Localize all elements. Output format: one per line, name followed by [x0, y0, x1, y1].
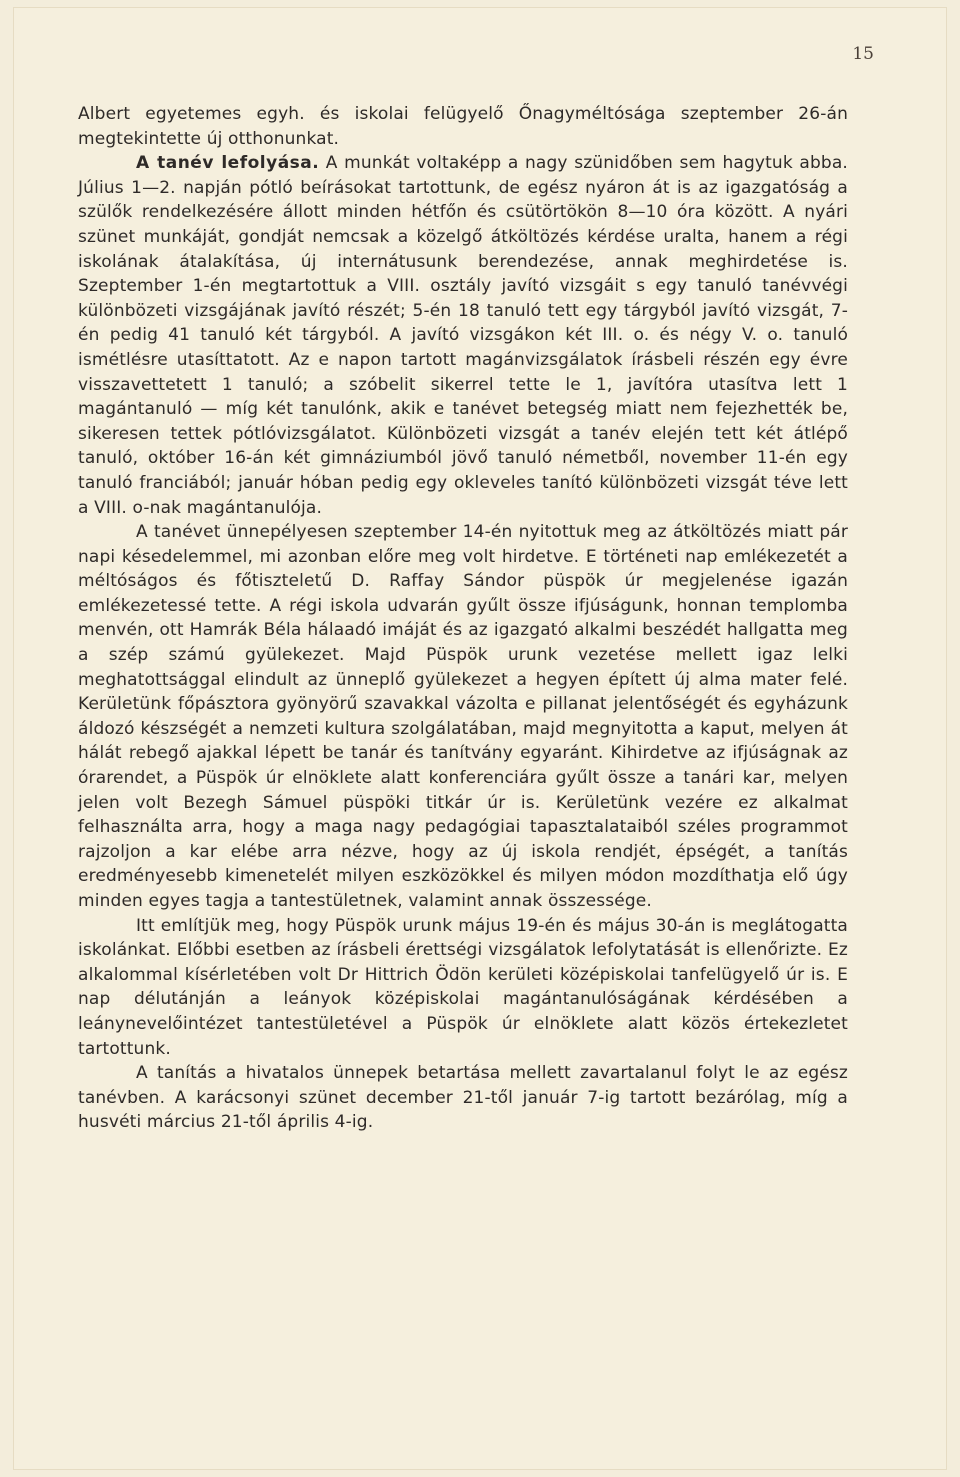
paragraph-1: [78, 102, 848, 151]
paragraph-2-text: A munkát voltaképp a nagy szünidőben sem hagytuk abba. Július 1—2. napján pótló beírásokat tartottunk, de egész nyáron át is az igazgatóság a szülők rendelkezésére állott minden hétfőn és csütörtökön 8—10 óra között. A nyári szünet munkáját, gondját nemcsak a közelgő átköltözés kérdése uralta, hanem a régi iskolának átalakítása, új internátusunk berendezése, annak meghirdetése is. Szeptember 1-én megtartottuk a VIII. osztály javító vizsgáit s egy tanuló tanévvégi különbözeti vizsgájának javító részét; 5-én 18 tanuló tett egy tárgyból javító vizsgát, 7-én pedig 41 tanuló két tárgyból. A javító vizsgákon két III. o. és négy V. o. tanuló ismétlésre utasíttatott. Az e napon tartott magánvizsgálatok írásbeli részén egy évre visszavettetett 1 tanuló; a szóbelit sikerrel tette le 1, javítóra utasítva lett 1 magántanuló — míg két tanulónk, akik e tanévet betegség miatt nem fejezhették be, sikeresen tettek pótlóvizsgálatot. Különbözeti vizsgát a tanév elején tett két átlépő tanuló, október 16-án két gimnáziumból jövő tanuló németből, november 11-én egy tanuló franciából; január hóban pedig egy okleveles tanító különbözeti vizsgát téve lett a VIII. o-nak magántanulója.: [78, 153, 848, 518]
paragraph-1-text: Albert egyetemes egyh. és iskolai felügyelő Őnagyméltósága szeptember 26-án megtekintette új otthonunkat.: [78, 104, 848, 149]
body-text: [78, 102, 848, 1135]
paragraph-3-text: A tanévet ünnepélyesen szeptember 14-én nyitottuk meg az átköltözés miatt pár napi késedelemmel, mi azonban előre meg volt hirdetve. E történeti nap emlékezetét a méltóságos és főtiszteletű D. Raffay Sándor püspök úr megjelenése igazán emlékezetessé tette. A régi iskola udvarán gyűlt össze ifjúságunk, honnan templomba menvén, ott Hamrák Béla hálaadó imáját és az igazgató alkalmi beszédét hallgatta meg a szép számú gyülekezet. Majd Püspök urunk vezetése mellett igaz lelki meghatottsággal elindult az ünneplő gyülekezet a hegyen épített új alma mater felé. Kerületünk főpásztora gyönyörű szavakkal vázolta e pillanat jelentőségét és egyházunk áldozó készségét a nemzeti kultura szolgálatában, majd megnyitotta a kaput, melyen át hálát rebegő ajakkal lépett be tanár és tanítvány egyaránt. Kihirdetve az ifjúságnak az órarendet, a Püspök úr elnöklete alatt konferenciára gyűlt össze a tanári kar, melyen jelen volt Bezegh Sámuel püspöki titkár úr is. Kerületünk vezére ez alkalmat felhasználta arra, hogy a maga nagy pedagógiai tapasztalataiból széles programmot rajzoljon a kar elébe arra nézve, hogy az új iskola rendjét, épségét, a tanítás eredményesebb kimenetelét milyen eszközökkel és milyen módon mozdíthatja elő úgy minden egyes tagja a tantestületnek, valamint annak összessége.: [78, 522, 848, 911]
document-page: [14, 8, 946, 1469]
section-heading: A tanév lefolyása.: [136, 153, 320, 174]
paragraph-4: [78, 914, 848, 1062]
paragraph-5-text: A tanítás a hivatalos ünnepek betartása mellett zavartalanul folyt le az egész tanévben. A karácsonyi szünet december 21-től január 7-ig tartott bezárólag, míg a husvéti március 21-től április 4-ig.: [78, 1063, 848, 1133]
paragraph-3: [78, 520, 848, 914]
paragraph-5: [78, 1061, 848, 1135]
page-number: 15: [852, 44, 874, 64]
paragraph-2: [78, 151, 848, 520]
paragraph-4-text: Itt említjük meg, hogy Püspök urunk május 19-én és május 30-án is meglátogatta iskolánkat. Előbbi esetben az írásbeli érettségi vizsgálatok lefolytatását is ellenőrizte. Ez alkalommal kísérletében volt Dr Hittrich Ödön kerületi középiskolai tanfelügyelő úr is. E nap délutánján a leányok középiskolai magántanulóságának kérdésében a leánynevelőintézet tantestületével a Püspök úr elnöklete alatt közös értekezletet tartottunk.: [78, 915, 848, 1059]
